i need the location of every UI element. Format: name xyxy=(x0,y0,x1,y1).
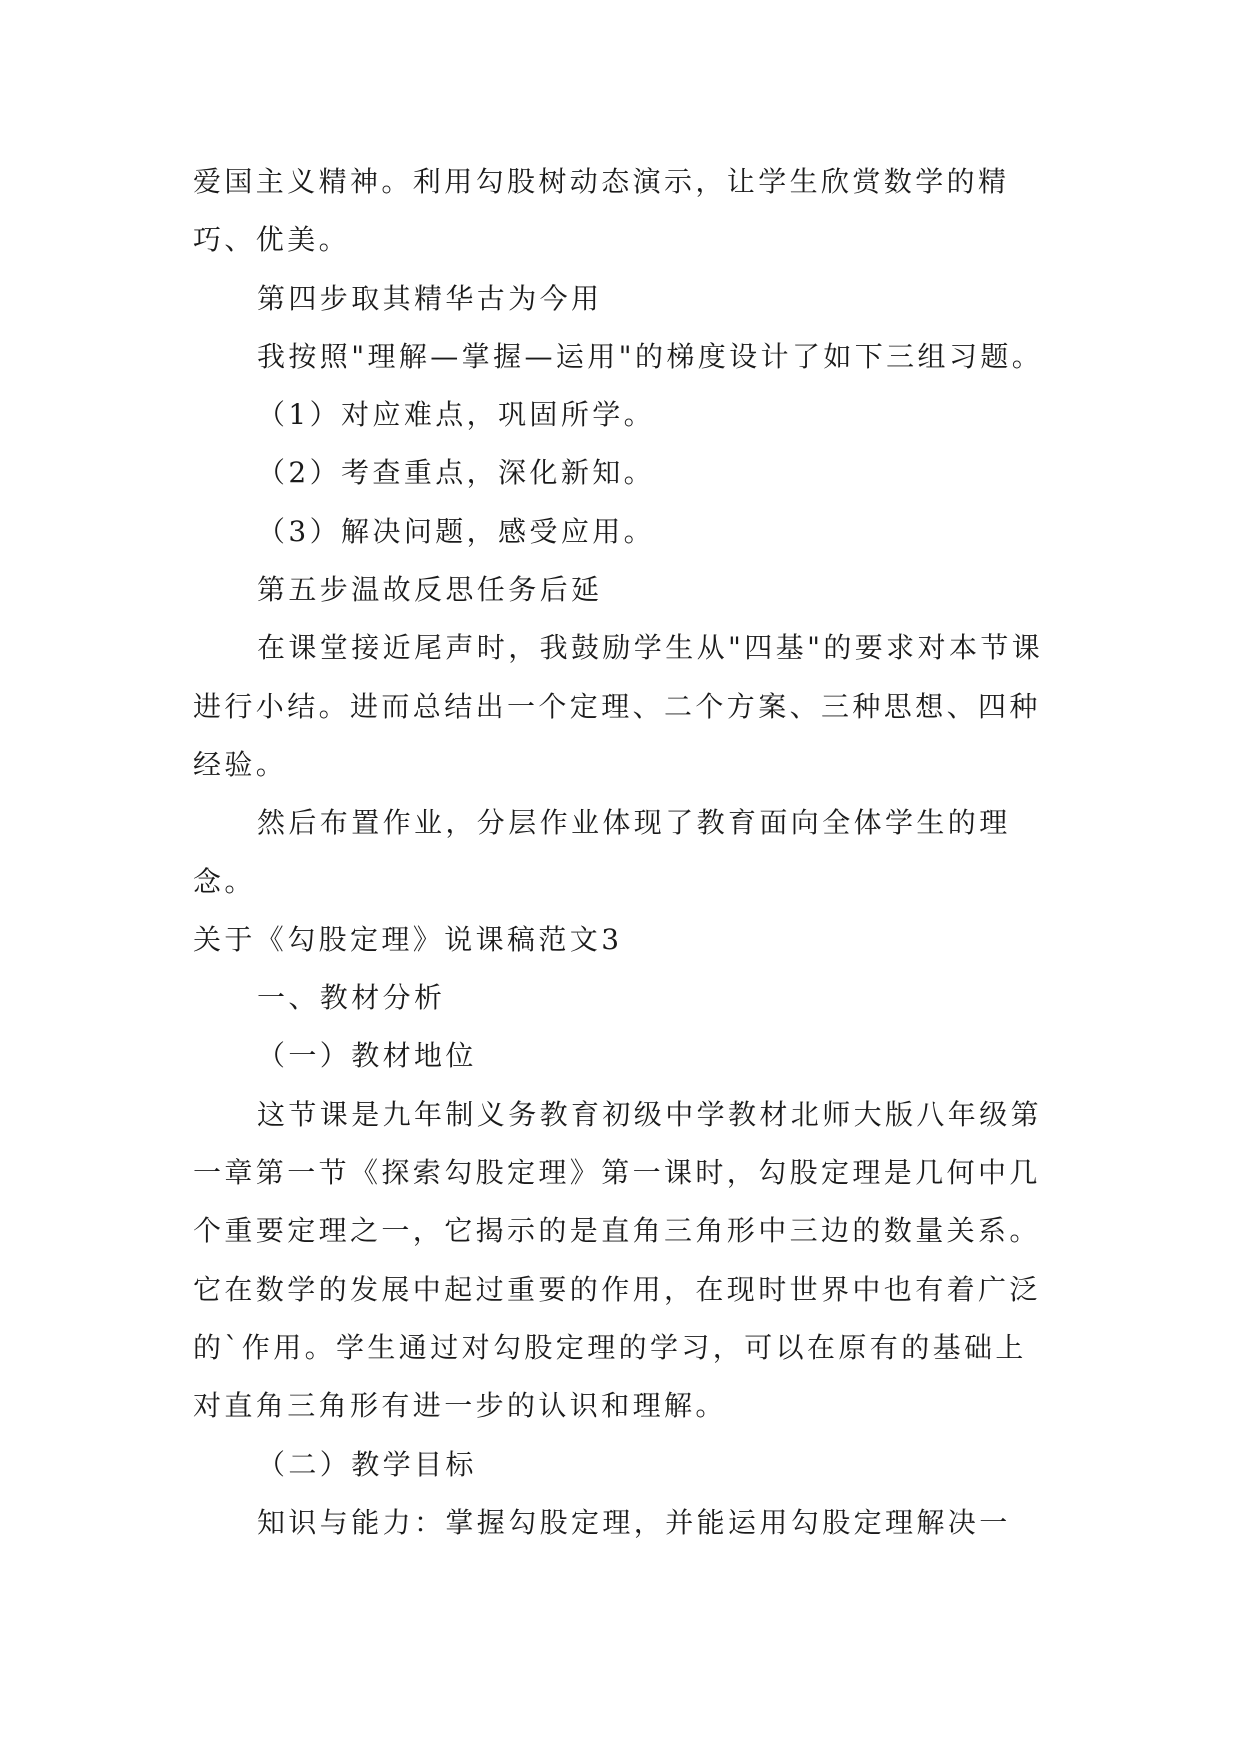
step-five-heading: 第五步温故反思任务后延 xyxy=(257,573,603,607)
homework-paragraph: 然后布置作业，分层作业体现了教育面向全体学生的理念。 xyxy=(193,806,1011,898)
article-title: 关于《勾股定理》说课稿范文3 xyxy=(193,922,623,956)
exercise-intro: 我按照"理解—掌握—运用"的梯度设计了如下三组习题。 xyxy=(257,339,1044,373)
document-page xyxy=(193,153,1051,1552)
paragraph-continuation: 爱国主义精神。利用勾股树动态演示，让学生欣赏数学的精巧、优美。 xyxy=(193,165,1010,257)
textbook-position-paragraph: 这节课是九年制义务教育初级中学教材北师大版八年级第一章第一节《探索勾股定理》第一课时，勾股定理是几何中几个重要定理之一，它揭示的是直角三角形中三边的数量关系。它在数学的发展中起过重要的作用，在现时世界中也有着广泛的`作用。学生通过对勾股定理的学习，可以在原有的基础上对直角三角形有进一步的认识和理解。 xyxy=(193,1097,1043,1423)
exercise-item-2: （2）考查重点，深化新知。 xyxy=(257,456,656,490)
subsection-heading-teaching-goals: （二）教学目标 xyxy=(257,1447,477,1481)
exercise-item-1: （1）对应难点，巩固所学。 xyxy=(257,398,656,432)
exercise-item-3: （3）解决问题，感受应用。 xyxy=(257,514,656,548)
section-heading-textbook-analysis: 一、教材分析 xyxy=(257,981,446,1015)
subsection-heading-textbook-position: （一）教材地位 xyxy=(257,1039,477,1073)
summary-paragraph: 在课堂接近尾声时，我鼓励学生从"四基"的要求对本节课进行小结。进而总结出一个定理、二个方案、三种思想、四种经验。 xyxy=(193,631,1044,781)
knowledge-ability-paragraph: 知识与能力：掌握勾股定理，并能运用勾股定理解决一 xyxy=(257,1505,1011,1539)
step-four-heading: 第四步取其精华古为今用 xyxy=(257,281,603,315)
